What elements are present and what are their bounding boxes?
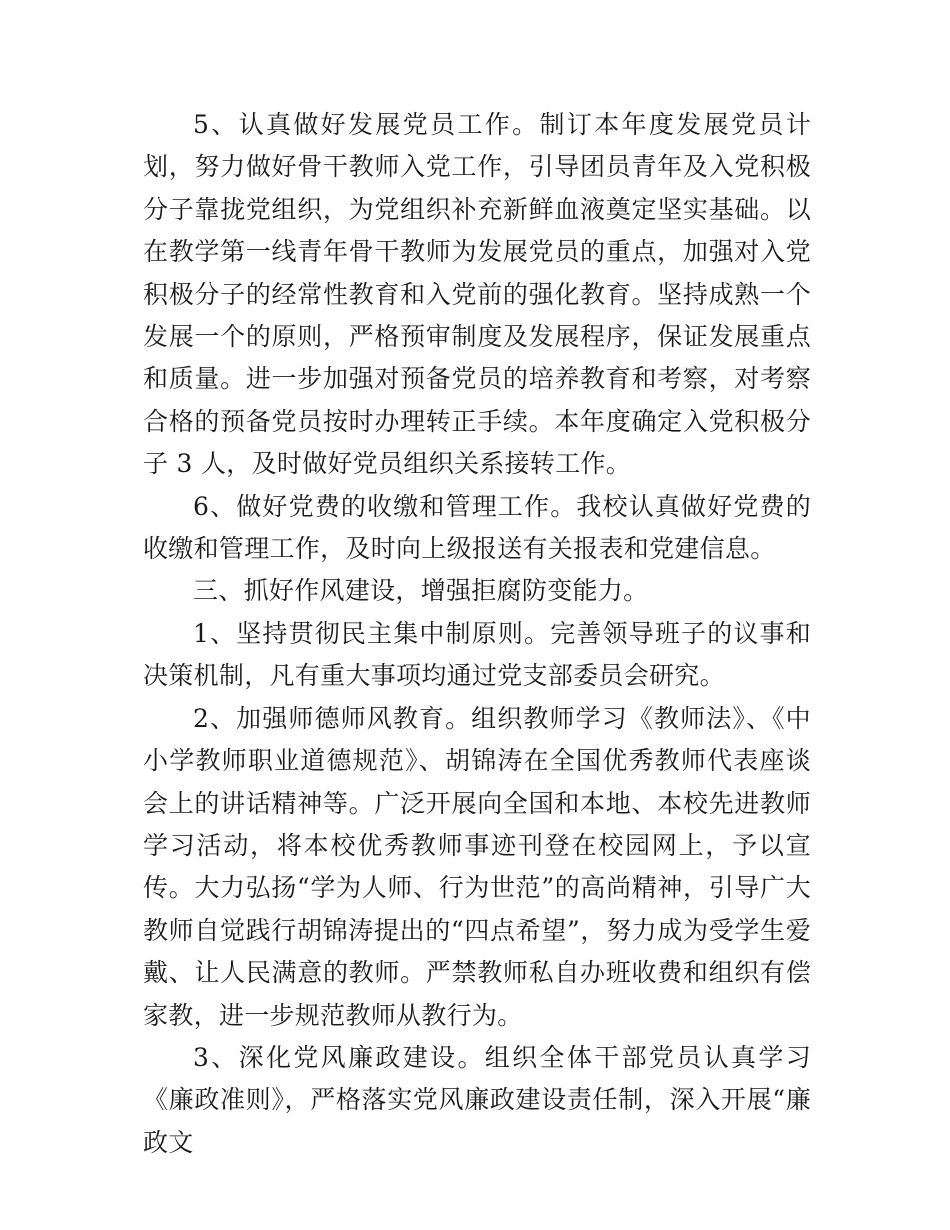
- paragraph-democratic-centralism: 1、坚持贯彻民主集中制原则。完善领导班子的议事和决策机制，凡有重大事项均通过党支部委员会研究。: [143, 618, 811, 691]
- section-heading-work-style: 三、抓好作风建设，增强拒腐防变能力。: [193, 576, 649, 606]
- document-page: [143, 104, 811, 1164]
- paragraph-clean-governance: 3、深化党风廉政建设。组织全体干部党员认真学习《廉政准则》，严格落实党风廉政建设责任制，深入开展“廉政文: [143, 1042, 811, 1157]
- paragraph-teacher-ethics: 2、加强师德师风教育。组织教师学习《教师法》、《中小学教师职业道德规范》、胡锦涛在全国优秀教师代表座谈会上的讲话精神等。广泛开展向全国和本地、本校先进教师学习活动，将本校优秀教师事迹刊登在校园网上，予以宣传。大力弘扬“学为人师、行为世范”的高尚精神，引导广大教师自觉践行胡锦涛提出的“四点希望”，努力成为受学生爱戴、让人民满意的教师。严禁教师私自办班收费和组织有偿家教，进一步规范教师从教行为。: [143, 703, 811, 1030]
- paragraph-develop-members: 5、认真做好发展党员工作。制订本年度发展党员计划，努力做好骨干教师入党工作，引导团员青年及入党积极分子靠拢党组织，为党组织补充新鲜血液奠定坚实基础。以在教学第一线青年骨干教师为发展党员的重点，加强对入党积极分子的经常性教育和入党前的强化教育。坚持成熟一个发展一个的原则，严格预审制度及发展程序，保证发展重点和质量。进一步加强对预备党员的培养教育和考察，对考察合格的预备党员按时办理转正手续。本年度确定入党积极分子 3 人，及时做好党员组织关系接转工作。: [143, 110, 811, 479]
- paragraph-party-dues: 6、做好党费的收缴和管理工作。我校认真做好党费的收缴和管理工作，及时向上级报送有关报表和党建信息。: [143, 491, 811, 564]
